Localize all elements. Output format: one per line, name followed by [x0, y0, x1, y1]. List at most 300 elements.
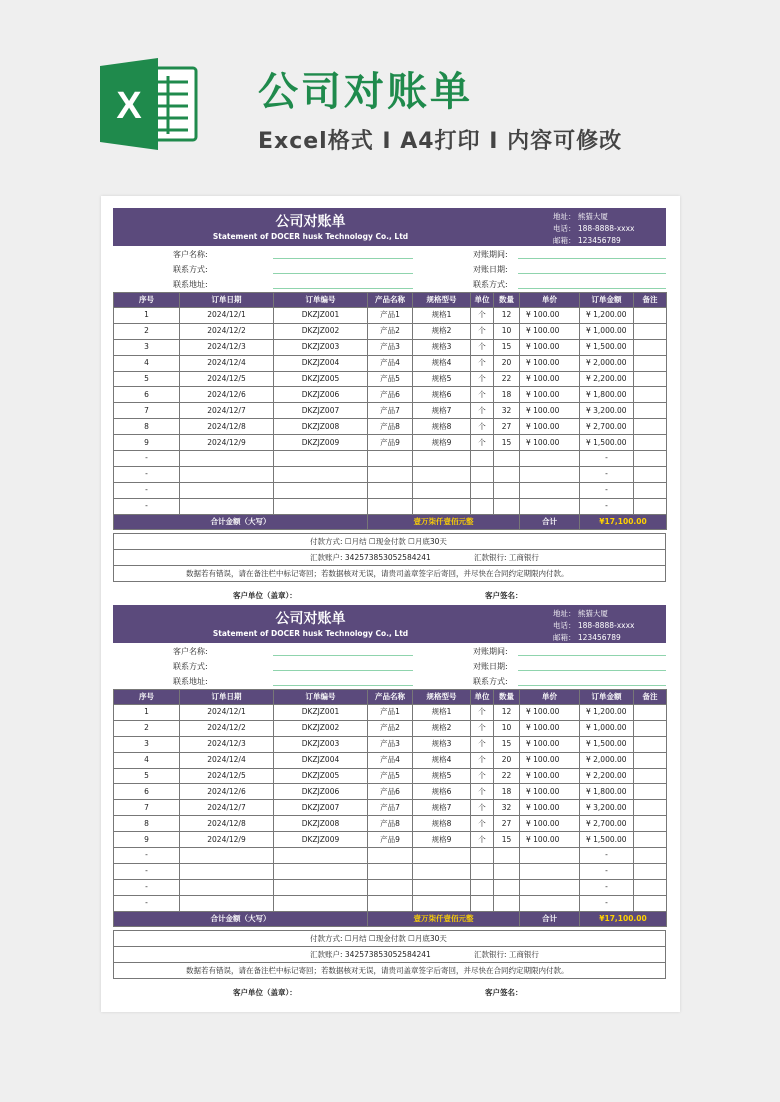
table-row	[114, 800, 667, 816]
customer-name-label: 客户名称:	[173, 250, 208, 259]
col-header: 订单金额	[580, 690, 634, 705]
table-cell	[520, 482, 580, 498]
table-cell	[413, 879, 471, 895]
table-cell: -	[580, 848, 634, 864]
table-cell: 产品1	[368, 705, 413, 721]
contact2-label: 联系方式:	[473, 677, 508, 686]
table-cell: 20	[494, 752, 520, 768]
table-cell: 2024/12/7	[180, 800, 274, 816]
table-cell	[634, 800, 667, 816]
contact-field[interactable]	[273, 273, 413, 274]
table-cell: -	[114, 895, 180, 911]
table-cell: ¥ 100.00	[520, 323, 580, 339]
table-cell	[494, 451, 520, 467]
table-cell: ¥ 2,000.00	[580, 752, 634, 768]
table-cell: DKZJZ003	[274, 339, 368, 355]
table-cell: 1	[114, 705, 180, 721]
table-cell: DKZJZ007	[274, 800, 368, 816]
date-label: 对账日期:	[473, 265, 508, 274]
table-cell: 规格4	[413, 355, 471, 371]
table-cell: 3	[114, 339, 180, 355]
table-row	[114, 784, 667, 800]
table-cell	[413, 498, 471, 514]
table-cell: 2024/12/2	[180, 323, 274, 339]
company-email: 邮箱： 123456789	[553, 633, 621, 642]
payment-row	[113, 930, 666, 947]
table-cell: DKZJZ006	[274, 784, 368, 800]
table-cell: ¥ 2,700.00	[580, 419, 634, 435]
table-cell: 6	[114, 387, 180, 403]
total-row	[114, 911, 667, 927]
table-cell: 7	[114, 403, 180, 419]
orders-table	[113, 689, 667, 927]
table-cell	[520, 863, 580, 879]
table-cell: DKZJZ008	[274, 419, 368, 435]
table-cell	[180, 466, 274, 482]
col-header: 备注	[634, 293, 667, 308]
total-label: 合计金额（大写）	[114, 514, 368, 530]
col-header: 序号	[114, 293, 180, 308]
table-cell: DKZJZ008	[274, 816, 368, 832]
total-label: 合计金额（大写）	[114, 911, 368, 927]
bank-name: 汇款银行: 工商银行	[474, 950, 539, 960]
period-field[interactable]	[518, 258, 666, 259]
table-cell: ¥ 1,500.00	[580, 339, 634, 355]
sheet-banner	[113, 208, 666, 246]
table-cell	[520, 498, 580, 514]
account-row	[113, 550, 666, 566]
table-cell: 22	[494, 371, 520, 387]
table-cell: 个	[471, 371, 494, 387]
table-cell	[634, 705, 667, 721]
table-cell: 产品3	[368, 736, 413, 752]
table-row	[114, 768, 667, 784]
table-cell: 产品5	[368, 768, 413, 784]
table-cell	[274, 466, 368, 482]
table-cell: 3	[114, 736, 180, 752]
col-header: 单价	[520, 293, 580, 308]
table-cell	[634, 816, 667, 832]
table-cell	[520, 451, 580, 467]
logo-letter: X	[116, 85, 142, 127]
table-cell	[274, 879, 368, 895]
table-cell: 个	[471, 720, 494, 736]
table-cell: -	[580, 895, 634, 911]
table-cell: 2024/12/2	[180, 720, 274, 736]
sheet-title: 公司对账单	[275, 611, 346, 627]
table-cell	[494, 848, 520, 864]
table-cell: 个	[471, 308, 494, 324]
table-cell	[634, 323, 667, 339]
table-cell: ¥ 100.00	[520, 355, 580, 371]
table-cell: -	[580, 879, 634, 895]
table-cell: ¥ 2,200.00	[580, 768, 634, 784]
table-cell: 18	[494, 784, 520, 800]
table-cell: 2024/12/9	[180, 435, 274, 451]
table-cell	[368, 482, 413, 498]
table-cell: 2024/12/6	[180, 387, 274, 403]
table-cell: 2024/12/4	[180, 355, 274, 371]
table-cell: 个	[471, 784, 494, 800]
col-header: 规格型号	[413, 690, 471, 705]
table-cell: 规格1	[413, 705, 471, 721]
table-row	[114, 339, 667, 355]
table-cell: 12	[494, 705, 520, 721]
table-cell	[634, 339, 667, 355]
table-cell: ¥ 100.00	[520, 720, 580, 736]
table-cell	[634, 403, 667, 419]
table-cell	[520, 848, 580, 864]
table-cell	[634, 355, 667, 371]
table-cell: ¥ 1,200.00	[580, 705, 634, 721]
table-cell	[634, 895, 667, 911]
table-cell: ¥ 100.00	[520, 403, 580, 419]
table-cell: DKZJZ002	[274, 720, 368, 736]
table-row	[114, 705, 667, 721]
table-row	[114, 752, 667, 768]
table-cell: ¥ 100.00	[520, 784, 580, 800]
table-cell	[520, 466, 580, 482]
table-cell: ¥ 1,200.00	[580, 308, 634, 324]
table-cell	[368, 466, 413, 482]
table-cell: 产品8	[368, 419, 413, 435]
table-cell	[471, 466, 494, 482]
page-title: 公司对账单	[258, 69, 473, 115]
table-cell: 规格2	[413, 720, 471, 736]
table-cell: 4	[114, 752, 180, 768]
table-cell: -	[580, 466, 634, 482]
table-cell: ¥ 1,800.00	[580, 784, 634, 800]
col-header: 产品名称	[368, 293, 413, 308]
table-cell: 个	[471, 419, 494, 435]
col-header: 订单编号	[274, 690, 368, 705]
table-cell: 个	[471, 339, 494, 355]
table-row	[114, 466, 667, 482]
col-header: 备注	[634, 690, 667, 705]
table-cell: 32	[494, 800, 520, 816]
table-cell: -	[114, 848, 180, 864]
contact2-field[interactable]	[518, 288, 666, 289]
table-cell: 10	[494, 720, 520, 736]
table-cell: 27	[494, 419, 520, 435]
table-cell: 2024/12/1	[180, 308, 274, 324]
table-cell: 2024/12/5	[180, 371, 274, 387]
table-cell: 个	[471, 705, 494, 721]
table-cell	[368, 895, 413, 911]
table-cell: ¥ 100.00	[520, 752, 580, 768]
table-cell: ¥ 2,200.00	[580, 371, 634, 387]
table-cell	[634, 451, 667, 467]
signature-row	[113, 582, 666, 602]
table-cell: 5	[114, 371, 180, 387]
table-cell: ¥ 100.00	[520, 371, 580, 387]
table-cell: -	[114, 451, 180, 467]
table-cell: ¥ 100.00	[520, 387, 580, 403]
table-row	[114, 323, 667, 339]
table-cell: DKZJZ002	[274, 323, 368, 339]
table-cell	[180, 879, 274, 895]
col-header: 单位	[471, 293, 494, 308]
payment-method: 付款方式: ☐月结 ☐现金付款 ☐月底30天	[310, 934, 447, 944]
contact-address-label: 联系地址:	[173, 677, 208, 686]
contact-address-label: 联系地址:	[173, 280, 208, 289]
table-cell: -	[580, 451, 634, 467]
table-cell: ¥ 100.00	[520, 816, 580, 832]
table-cell: ¥ 2,700.00	[580, 816, 634, 832]
table-cell	[634, 482, 667, 498]
table-cell: ¥ 100.00	[520, 768, 580, 784]
customer-name-field[interactable]	[273, 258, 413, 259]
col-header: 订单金额	[580, 293, 634, 308]
table-cell: 产品1	[368, 308, 413, 324]
table-cell: 个	[471, 816, 494, 832]
table-cell	[634, 435, 667, 451]
table-row	[114, 863, 667, 879]
table-cell: 2	[114, 323, 180, 339]
table-cell: 1	[114, 308, 180, 324]
table-cell: -	[580, 498, 634, 514]
table-cell	[494, 879, 520, 895]
table-cell	[634, 387, 667, 403]
period-field[interactable]	[518, 655, 666, 656]
sum-value: ¥17,100.00	[580, 911, 667, 927]
table-cell: ¥ 3,200.00	[580, 800, 634, 816]
col-header: 订单日期	[180, 293, 274, 308]
table-row	[114, 848, 667, 864]
sheet-footer	[113, 533, 666, 602]
table-cell: 8	[114, 419, 180, 435]
table-cell	[471, 498, 494, 514]
table-cell: 15	[494, 832, 520, 848]
sheet-banner	[113, 605, 666, 643]
customer-info	[113, 246, 666, 292]
col-header: 产品名称	[368, 690, 413, 705]
excel-logo-icon	[100, 58, 200, 150]
table-cell	[494, 895, 520, 911]
table-cell: 个	[471, 323, 494, 339]
date-label: 对账日期:	[473, 662, 508, 671]
table-cell: -	[114, 482, 180, 498]
table-cell: ¥ 100.00	[520, 435, 580, 451]
col-header: 单位	[471, 690, 494, 705]
table-cell	[413, 863, 471, 879]
table-cell: 产品4	[368, 752, 413, 768]
contact-field[interactable]	[273, 670, 413, 671]
company-address: 地址： 熊猫大厦	[553, 609, 608, 618]
table-cell: 22	[494, 768, 520, 784]
sheet-footer	[113, 930, 666, 999]
table-cell	[634, 308, 667, 324]
table-cell	[274, 863, 368, 879]
sheet-subtitle: Statement of DOCER husk Technology Co., Ltd	[212, 232, 409, 241]
table-cell	[634, 419, 667, 435]
table-cell: 10	[494, 323, 520, 339]
table-cell	[180, 895, 274, 911]
table-cell: -	[114, 466, 180, 482]
table-cell	[634, 879, 667, 895]
table-cell: 9	[114, 832, 180, 848]
table-cell	[180, 498, 274, 514]
table-cell	[634, 498, 667, 514]
table-cell	[634, 863, 667, 879]
table-cell	[180, 451, 274, 467]
payment-method: 付款方式: ☐月结 ☐现金付款 ☐月底30天	[310, 537, 447, 547]
orders-table	[113, 292, 667, 530]
table-row	[114, 355, 667, 371]
table-cell: 个	[471, 832, 494, 848]
signature-row	[113, 979, 666, 999]
table-cell: ¥ 100.00	[520, 308, 580, 324]
table-cell	[274, 451, 368, 467]
table-cell	[494, 482, 520, 498]
table-cell	[274, 498, 368, 514]
table-cell: 规格6	[413, 387, 471, 403]
table-cell: ¥ 1,000.00	[580, 720, 634, 736]
table-cell	[634, 736, 667, 752]
date-field[interactable]	[518, 670, 666, 671]
table-cell	[520, 879, 580, 895]
total-row	[114, 514, 667, 530]
table-cell	[413, 466, 471, 482]
table-cell: DKZJZ006	[274, 387, 368, 403]
table-cell: DKZJZ005	[274, 371, 368, 387]
customer-name-label: 客户名称:	[173, 647, 208, 656]
table-cell: 个	[471, 752, 494, 768]
table-cell: 产品2	[368, 720, 413, 736]
table-cell: 产品7	[368, 403, 413, 419]
sheet-subtitle: Statement of DOCER husk Technology Co., Ltd	[212, 629, 409, 638]
table-cell	[634, 720, 667, 736]
table-cell: ¥ 1,800.00	[580, 387, 634, 403]
orders-body	[114, 705, 667, 912]
table-row	[114, 720, 667, 736]
contact2-field[interactable]	[518, 685, 666, 686]
contact-address-field[interactable]	[273, 685, 413, 686]
table-cell: 产品8	[368, 816, 413, 832]
sign-unit: 客户单位（盖章）：	[233, 988, 297, 998]
table-cell: 规格1	[413, 308, 471, 324]
note-text: 数据若有错误，请在备注栏中标记寄回；若数据核对无误，请贵司盖章签字后寄回，并尽快在合同约定期限内付款。	[186, 569, 569, 579]
note-text: 数据若有错误，请在备注栏中标记寄回；若数据核对无误，请贵司盖章签字后寄回，并尽快在合同约定期限内付款。	[186, 966, 569, 976]
table-cell: ¥ 1,500.00	[580, 736, 634, 752]
table-cell: ¥ 100.00	[520, 832, 580, 848]
table-cell: ¥ 1,500.00	[580, 832, 634, 848]
table-cell: 6	[114, 784, 180, 800]
table-cell: 2024/12/6	[180, 784, 274, 800]
table-cell: DKZJZ009	[274, 832, 368, 848]
table-cell	[368, 498, 413, 514]
table-cell: 规格2	[413, 323, 471, 339]
table-cell: 规格7	[413, 800, 471, 816]
sign-name: 客户签名：	[485, 591, 523, 601]
sign-name: 客户签名：	[485, 988, 523, 998]
table-cell: 规格9	[413, 832, 471, 848]
table-cell	[634, 752, 667, 768]
company-phone: 电话： 188-8888-xxxx	[553, 621, 635, 630]
customer-name-field[interactable]	[273, 655, 413, 656]
contact-address-field[interactable]	[273, 288, 413, 289]
table-row	[114, 832, 667, 848]
total-words: 壹万柒仟壹佰元整	[368, 911, 520, 927]
table-cell: 个	[471, 435, 494, 451]
table-cell	[634, 832, 667, 848]
table-cell: 18	[494, 387, 520, 403]
col-header: 订单编号	[274, 293, 368, 308]
table-cell: 4	[114, 355, 180, 371]
note-row	[113, 566, 666, 582]
contact-label: 联系方式:	[173, 265, 208, 274]
table-cell	[368, 451, 413, 467]
table-cell: ¥ 100.00	[520, 800, 580, 816]
table-cell	[413, 451, 471, 467]
note-row	[113, 963, 666, 979]
table-cell: 27	[494, 816, 520, 832]
table-row	[114, 435, 667, 451]
table-row	[114, 451, 667, 467]
table-cell	[274, 482, 368, 498]
table-cell	[368, 863, 413, 879]
date-field[interactable]	[518, 273, 666, 274]
table-cell: 产品6	[368, 387, 413, 403]
table-cell: 产品9	[368, 435, 413, 451]
table-cell	[413, 895, 471, 911]
table-cell: 规格7	[413, 403, 471, 419]
table-cell: DKZJZ001	[274, 308, 368, 324]
table-cell: DKZJZ005	[274, 768, 368, 784]
table-cell: 个	[471, 736, 494, 752]
table-cell	[634, 848, 667, 864]
table-cell	[368, 879, 413, 895]
table-cell: 产品3	[368, 339, 413, 355]
orders-body	[114, 308, 667, 515]
sum-label: 合计	[520, 911, 580, 927]
table-cell	[180, 482, 274, 498]
table-cell: 规格3	[413, 339, 471, 355]
table-cell: -	[580, 863, 634, 879]
col-header: 单价	[520, 690, 580, 705]
sum-label: 合计	[520, 514, 580, 530]
table-cell: 32	[494, 403, 520, 419]
statement-sheet-1	[113, 208, 666, 602]
col-header: 规格型号	[413, 293, 471, 308]
table-cell	[274, 848, 368, 864]
table-cell	[274, 895, 368, 911]
col-header: 数量	[494, 293, 520, 308]
table-cell: 个	[471, 768, 494, 784]
table-cell: 2024/12/3	[180, 339, 274, 355]
account-number: 汇款账户: 342573853052584241	[310, 950, 431, 960]
table-cell: ¥ 3,200.00	[580, 403, 634, 419]
sum-value: ¥17,100.00	[580, 514, 667, 530]
table-cell: 规格9	[413, 435, 471, 451]
table-cell: 9	[114, 435, 180, 451]
table-cell: ¥ 100.00	[520, 339, 580, 355]
col-header: 订单日期	[180, 690, 274, 705]
table-cell: 个	[471, 355, 494, 371]
table-cell	[180, 863, 274, 879]
table-cell: -	[114, 498, 180, 514]
table-cell	[368, 848, 413, 864]
table-cell: -	[114, 863, 180, 879]
table-cell	[494, 498, 520, 514]
contact2-label: 联系方式:	[473, 280, 508, 289]
table-cell: 规格8	[413, 816, 471, 832]
table-cell: 个	[471, 387, 494, 403]
table-row	[114, 419, 667, 435]
company-phone: 电话： 188-8888-xxxx	[553, 224, 635, 233]
table-cell: 5	[114, 768, 180, 784]
table-cell: 产品5	[368, 371, 413, 387]
